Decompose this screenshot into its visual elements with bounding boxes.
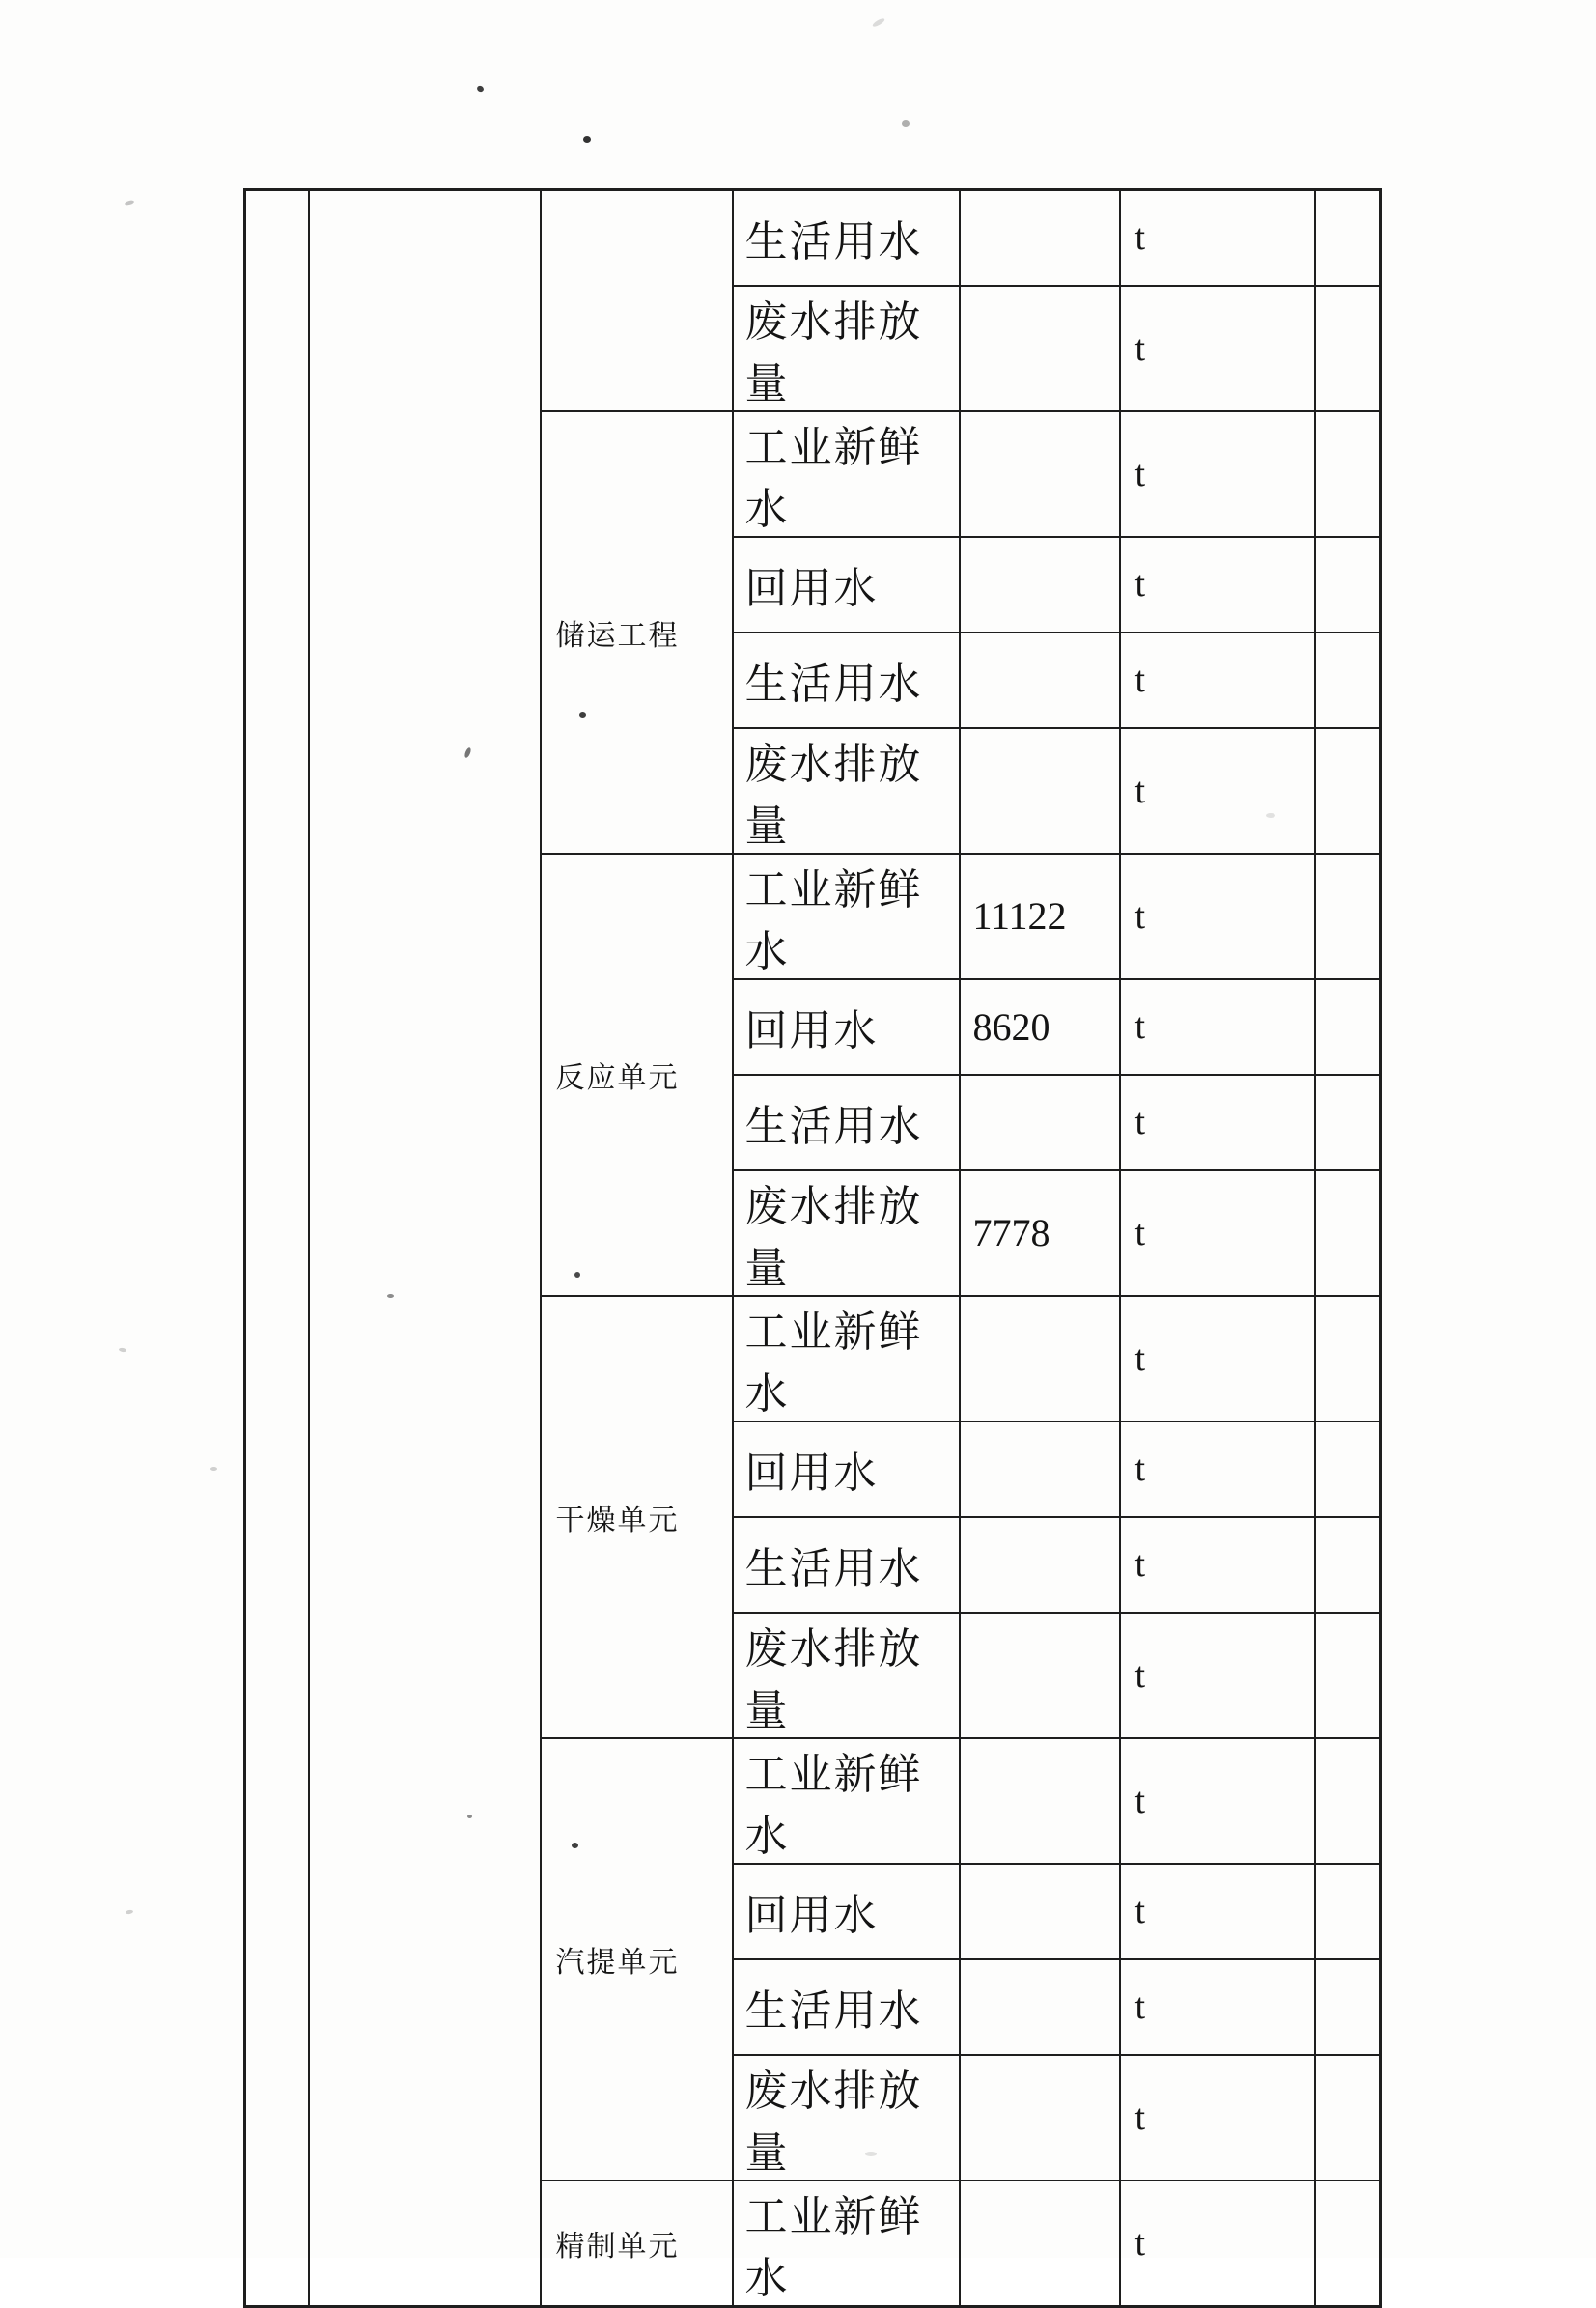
scan-speck xyxy=(583,136,591,143)
unit-cell: t xyxy=(1120,1517,1315,1613)
water-type-cell: 工业新鲜水 xyxy=(733,2181,960,2307)
unit-cell: t xyxy=(1120,633,1315,728)
amount-value-cell xyxy=(960,728,1120,854)
amount-value-cell xyxy=(960,1517,1120,1613)
scan-speck xyxy=(572,1843,578,1848)
unit-cell: t xyxy=(1120,286,1315,411)
water-type-cell: 回用水 xyxy=(733,537,960,633)
water-type-cell: 废水排放量 xyxy=(733,1613,960,1738)
unit-cell: t xyxy=(1120,2181,1315,2307)
scan-speck xyxy=(387,1294,394,1298)
amount-value-cell xyxy=(960,411,1120,537)
water-type-cell: 工业新鲜水 xyxy=(733,1738,960,1864)
unit-cell: t xyxy=(1120,1738,1315,1864)
unit-cell: t xyxy=(1120,411,1315,537)
water-type-cell: 工业新鲜水 xyxy=(733,411,960,537)
scan-speck xyxy=(579,712,586,718)
empty-right-narrow-column-cell xyxy=(1315,1864,1381,1959)
process-unit-group-cell xyxy=(541,190,733,411)
unit-cell: t xyxy=(1120,1613,1315,1738)
water-type-cell: 生活用水 xyxy=(733,190,960,286)
water-type-cell: 生活用水 xyxy=(733,633,960,728)
empty-right-narrow-column-cell xyxy=(1315,190,1381,286)
amount-value-cell xyxy=(960,1959,1120,2055)
empty-right-narrow-column-cell xyxy=(1315,979,1381,1075)
process-unit-group-cell: 干燥单元 xyxy=(541,1296,733,1738)
water-type-cell: 生活用水 xyxy=(733,1959,960,2055)
empty-right-narrow-column-cell xyxy=(1315,1170,1381,1296)
unit-cell: t xyxy=(1120,1864,1315,1959)
unit-cell: t xyxy=(1120,1170,1315,1296)
empty-left-narrow-column-cell xyxy=(245,190,309,2307)
water-type-cell: 回用水 xyxy=(733,1421,960,1517)
empty-right-narrow-column-cell xyxy=(1315,2181,1381,2307)
empty-right-narrow-column-cell xyxy=(1315,1517,1381,1613)
scan-speck xyxy=(126,1909,134,1914)
amount-value-cell xyxy=(960,633,1120,728)
empty-right-narrow-column-cell xyxy=(1315,728,1381,854)
amount-value-cell xyxy=(960,1421,1120,1517)
amount-value-cell: 8620 xyxy=(960,979,1120,1075)
process-unit-group-cell: 反应单元 xyxy=(541,854,733,1296)
unit-cell: t xyxy=(1120,1421,1315,1517)
scan-speck xyxy=(476,85,485,93)
water-type-cell: 废水排放量 xyxy=(733,728,960,854)
amount-value-cell xyxy=(960,1864,1120,1959)
scan-speck xyxy=(467,1815,472,1818)
empty-right-narrow-column-cell xyxy=(1315,411,1381,537)
empty-right-narrow-column-cell xyxy=(1315,1296,1381,1421)
water-usage-table-body xyxy=(245,190,1381,2307)
amount-value-cell xyxy=(960,286,1120,411)
water-type-cell: 回用水 xyxy=(733,979,960,1075)
scan-speck xyxy=(1266,813,1275,818)
empty-right-narrow-column-cell xyxy=(1315,1613,1381,1738)
amount-value-cell: 7778 xyxy=(960,1170,1120,1296)
unit-cell: t xyxy=(1120,854,1315,979)
process-unit-group-cell: 汽提单元 xyxy=(541,1738,733,2181)
water-type-cell: 工业新鲜水 xyxy=(733,854,960,979)
amount-value-cell: 11122 xyxy=(960,854,1120,979)
process-unit-group-cell: 精制单元 xyxy=(541,2181,733,2307)
empty-right-narrow-column-cell xyxy=(1315,854,1381,979)
unit-cell: t xyxy=(1120,1959,1315,2055)
water-type-cell: 废水排放量 xyxy=(733,1170,960,1296)
unit-cell: t xyxy=(1120,537,1315,633)
empty-right-narrow-column-cell xyxy=(1315,1738,1381,1864)
scan-speck xyxy=(872,17,886,28)
scan-speck xyxy=(574,1272,580,1278)
scan-speck xyxy=(125,200,135,206)
empty-wide-column-cell xyxy=(309,190,541,2307)
unit-cell: t xyxy=(1120,1296,1315,1421)
water-type-cell: 废水排放量 xyxy=(733,2055,960,2181)
empty-right-narrow-column-cell xyxy=(1315,2055,1381,2181)
scan-speck xyxy=(865,2152,877,2156)
process-unit-group-cell: 储运工程 xyxy=(541,411,733,854)
water-usage-table xyxy=(243,188,1382,2308)
amount-value-cell xyxy=(960,537,1120,633)
scan-speck xyxy=(210,1467,217,1471)
amount-value-cell xyxy=(960,190,1120,286)
unit-cell: t xyxy=(1120,2055,1315,2181)
unit-cell: t xyxy=(1120,190,1315,286)
table-row xyxy=(245,190,1381,286)
empty-right-narrow-column-cell xyxy=(1315,633,1381,728)
empty-right-narrow-column-cell xyxy=(1315,1421,1381,1517)
water-type-cell: 生活用水 xyxy=(733,1075,960,1170)
water-type-cell: 生活用水 xyxy=(733,1517,960,1613)
unit-cell: t xyxy=(1120,1075,1315,1170)
amount-value-cell xyxy=(960,1613,1120,1738)
unit-cell: t xyxy=(1120,979,1315,1075)
empty-right-narrow-column-cell xyxy=(1315,1959,1381,2055)
water-type-cell: 工业新鲜水 xyxy=(733,1296,960,1421)
water-type-cell: 废水排放量 xyxy=(733,286,960,411)
scan-speck xyxy=(119,1347,127,1352)
water-type-cell: 回用水 xyxy=(733,1864,960,1959)
empty-right-narrow-column-cell xyxy=(1315,1075,1381,1170)
scan-speck xyxy=(902,120,910,127)
amount-value-cell xyxy=(960,1296,1120,1421)
amount-value-cell xyxy=(960,1075,1120,1170)
unit-cell: t xyxy=(1120,728,1315,854)
amount-value-cell xyxy=(960,2181,1120,2307)
empty-right-narrow-column-cell xyxy=(1315,537,1381,633)
empty-right-narrow-column-cell xyxy=(1315,286,1381,411)
amount-value-cell xyxy=(960,1738,1120,1864)
amount-value-cell xyxy=(960,2055,1120,2181)
